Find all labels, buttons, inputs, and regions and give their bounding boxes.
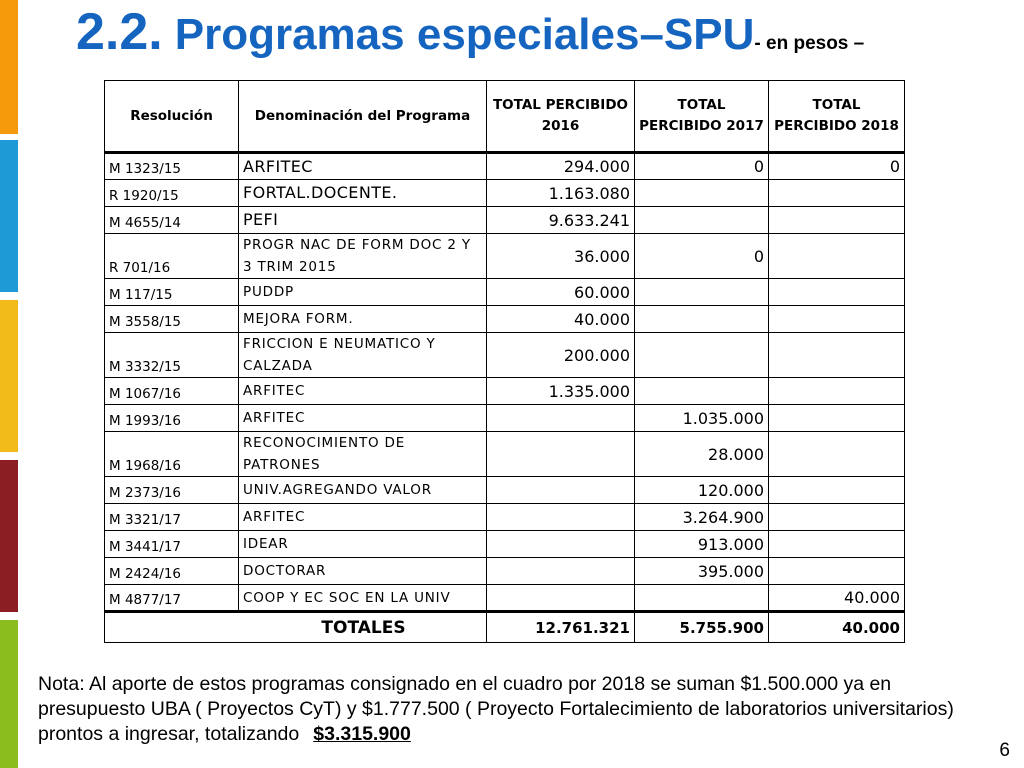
total-2016-cell xyxy=(487,531,635,558)
denominacion-cell: RECONOCIMIENTO DE PATRONES xyxy=(239,432,487,477)
resolucion-cell: M 1968/16 xyxy=(105,432,239,477)
resolucion-cell: M 1323/15 xyxy=(105,153,239,180)
header-resolucion: Resolución xyxy=(105,81,239,153)
page-number: 6 xyxy=(999,740,1010,761)
resolucion-cell: M 117/15 xyxy=(105,279,239,306)
total-2018-cell xyxy=(769,405,905,432)
footnote-total-amount: $3.315.900 xyxy=(313,723,411,745)
total-2018-cell: 0 xyxy=(769,153,905,180)
table-row xyxy=(105,279,905,306)
table-row xyxy=(105,153,905,180)
programs-table xyxy=(104,80,905,643)
total-2016-cell: 40.000 xyxy=(487,306,635,333)
resolucion-cell: M 1993/16 xyxy=(105,405,239,432)
denominacion-cell: COOP Y EC SOC EN LA UNIV xyxy=(239,585,487,612)
title-subtitle: - en pesos – xyxy=(754,33,865,54)
total-2017-cell xyxy=(635,279,769,306)
total-2016-cell: 60.000 xyxy=(487,279,635,306)
total-2018-cell xyxy=(769,207,905,234)
total-2017-cell xyxy=(635,180,769,207)
side-bar-green xyxy=(0,620,18,768)
resolucion-cell: M 3558/15 xyxy=(105,306,239,333)
total-2017-cell xyxy=(635,333,769,378)
total-2018-cell xyxy=(769,531,905,558)
resolucion-cell: M 2373/16 xyxy=(105,477,239,504)
table-row xyxy=(105,234,905,279)
resolucion-cell: R 701/16 xyxy=(105,234,239,279)
denominacion-cell: DOCTORAR xyxy=(239,558,487,585)
denominacion-cell: ARFITEC xyxy=(239,378,487,405)
total-2017-cell: 0 xyxy=(635,234,769,279)
resolucion-cell: M 2424/16 xyxy=(105,558,239,585)
resolucion-cell: M 1067/16 xyxy=(105,378,239,405)
denominacion-cell: MEJORA FORM. xyxy=(239,306,487,333)
table-row xyxy=(105,504,905,531)
denominacion-cell: ARFITEC xyxy=(239,405,487,432)
table-header-row xyxy=(105,81,905,153)
slide-title xyxy=(76,2,864,62)
total-2017-cell: 28.000 xyxy=(635,432,769,477)
table-row xyxy=(105,180,905,207)
side-bar-blue xyxy=(0,140,18,292)
table-row xyxy=(105,333,905,378)
resolucion-cell: M 4877/17 xyxy=(105,585,239,612)
total-2017-cell: 1.035.000 xyxy=(635,405,769,432)
total-2016-cell: 1.163.080 xyxy=(487,180,635,207)
denominacion-cell: IDEAR xyxy=(239,531,487,558)
total-2017: 5.755.900 xyxy=(635,612,769,643)
totals-label: TOTALES xyxy=(105,612,487,643)
total-2017-cell xyxy=(635,207,769,234)
total-2016-cell xyxy=(487,432,635,477)
total-2017-cell xyxy=(635,378,769,405)
total-2016-cell: 200.000 xyxy=(487,333,635,378)
total-2016-cell: 9.633.241 xyxy=(487,207,635,234)
table-row xyxy=(105,378,905,405)
title-number: 2.2. xyxy=(76,3,163,61)
table-row xyxy=(105,531,905,558)
denominacion-cell: UNIV.AGREGANDO VALOR xyxy=(239,477,487,504)
side-bar-orange xyxy=(0,0,18,134)
total-2018-cell xyxy=(769,333,905,378)
resolucion-cell: M 4655/14 xyxy=(105,207,239,234)
header-total-2018: TOTAL PERCIBIDO 2018 xyxy=(769,81,905,153)
total-2016-cell xyxy=(487,585,635,612)
total-2017-cell: 913.000 xyxy=(635,531,769,558)
side-bar-red xyxy=(0,460,18,612)
footnote xyxy=(38,672,998,747)
total-2016-cell: 36.000 xyxy=(487,234,635,279)
total-2016-cell xyxy=(487,504,635,531)
resolucion-cell: M 3332/15 xyxy=(105,333,239,378)
total-2018: 40.000 xyxy=(769,612,905,643)
denominacion-cell: ARFITEC xyxy=(239,153,487,180)
table-row xyxy=(105,585,905,612)
total-2018-cell xyxy=(769,378,905,405)
total-2018-cell xyxy=(769,279,905,306)
title-main: Programas especiales–SPU xyxy=(174,10,755,59)
total-2018-cell: 40.000 xyxy=(769,585,905,612)
table-row xyxy=(105,477,905,504)
total-2018-cell xyxy=(769,234,905,279)
total-2016-cell xyxy=(487,558,635,585)
totals-row xyxy=(105,612,905,643)
total-2016: 12.761.321 xyxy=(487,612,635,643)
total-2016-cell xyxy=(487,477,635,504)
table-row xyxy=(105,405,905,432)
resolucion-cell: R 1920/15 xyxy=(105,180,239,207)
table-row xyxy=(105,306,905,333)
denominacion-cell: PROGR NAC DE FORM DOC 2 Y 3 TRIM 2015 xyxy=(239,234,487,279)
total-2018-cell xyxy=(769,432,905,477)
denominacion-cell: PUDDP xyxy=(239,279,487,306)
total-2018-cell xyxy=(769,477,905,504)
total-2017-cell: 3.264.900 xyxy=(635,504,769,531)
table-row xyxy=(105,207,905,234)
total-2016-cell: 294.000 xyxy=(487,153,635,180)
denominacion-cell: ARFITEC xyxy=(239,504,487,531)
denominacion-cell: PEFI xyxy=(239,207,487,234)
total-2018-cell xyxy=(769,558,905,585)
footnote-text: Nota: Al aporte de estos programas consignado en el cuadro por 2018 se suman $1.500.000 ya en presupuesto UBA ( Proyectos CyT) y $1.777.500 ( Proyecto Fortalecimiento de laboratorios universitarios) prontos a ingresar, totalizando xyxy=(38,673,954,745)
total-2018-cell xyxy=(769,306,905,333)
total-2017-cell: 0 xyxy=(635,153,769,180)
total-2018-cell xyxy=(769,180,905,207)
table-row xyxy=(105,558,905,585)
side-bar-yellow xyxy=(0,300,18,452)
total-2016-cell: 1.335.000 xyxy=(487,378,635,405)
table-body xyxy=(105,153,905,612)
header-denominacion: Denominación del Programa xyxy=(239,81,487,153)
total-2018-cell xyxy=(769,504,905,531)
total-2016-cell xyxy=(487,405,635,432)
total-2017-cell: 120.000 xyxy=(635,477,769,504)
total-2017-cell xyxy=(635,585,769,612)
resolucion-cell: M 3441/17 xyxy=(105,531,239,558)
total-2017-cell: 395.000 xyxy=(635,558,769,585)
total-2017-cell xyxy=(635,306,769,333)
table-row xyxy=(105,432,905,477)
resolucion-cell: M 3321/17 xyxy=(105,504,239,531)
denominacion-cell: FORTAL.DOCENTE. xyxy=(239,180,487,207)
header-total-2017: TOTAL PERCIBIDO 2017 xyxy=(635,81,769,153)
denominacion-cell: FRICCION E NEUMATICO Y CALZADA xyxy=(239,333,487,378)
header-total-2016: TOTAL PERCIBIDO 2016 xyxy=(487,81,635,153)
